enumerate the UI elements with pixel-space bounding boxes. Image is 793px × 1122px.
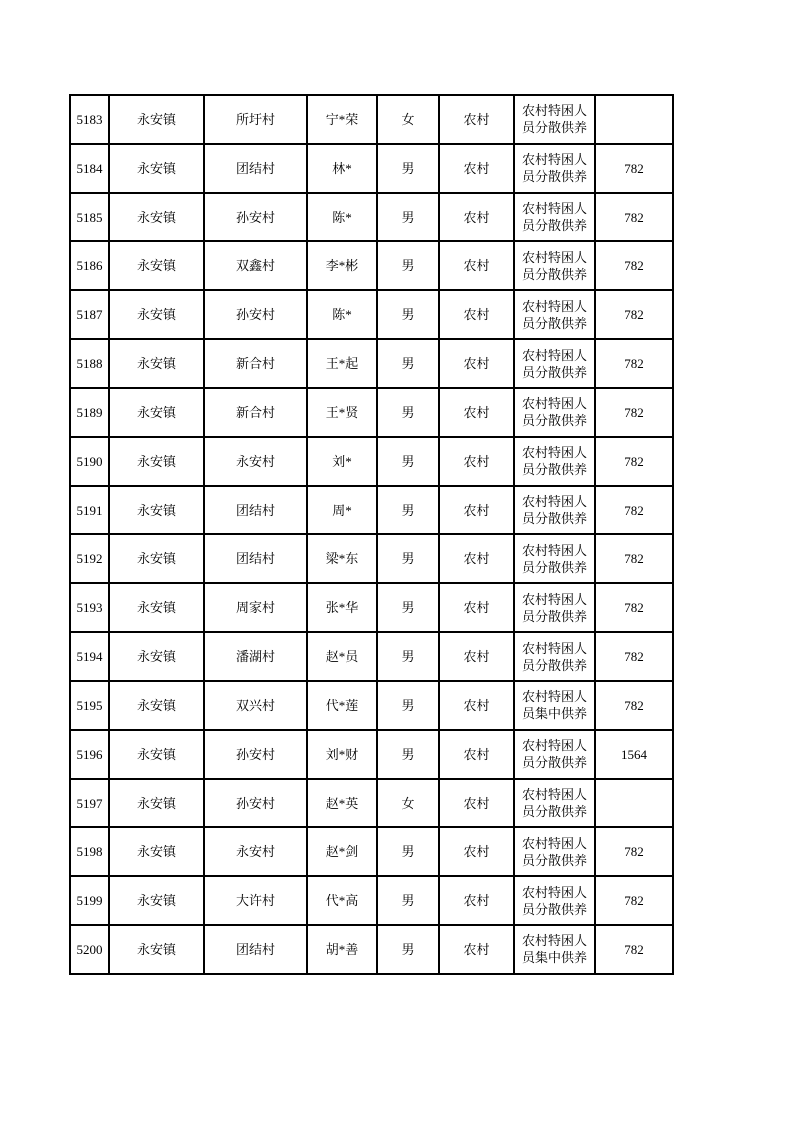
cell-area: 农村: [439, 144, 514, 193]
cell-town: 永安镇: [109, 290, 204, 339]
cell-gender: 男: [377, 388, 439, 437]
cell-record-id: 5188: [70, 339, 109, 388]
cell-area: 农村: [439, 632, 514, 681]
cell-record-id: 5194: [70, 632, 109, 681]
cell-amount: 782: [595, 144, 673, 193]
cell-gender: 男: [377, 583, 439, 632]
cell-village: 孙安村: [204, 730, 307, 779]
cell-town: 永安镇: [109, 632, 204, 681]
cell-category: [514, 925, 595, 974]
cell-category: [514, 241, 595, 290]
cell-name: 李*彬: [307, 241, 377, 290]
cell-village: 潘湖村: [204, 632, 307, 681]
cell-gender: 男: [377, 144, 439, 193]
cell-category: [514, 290, 595, 339]
records-tbody: [70, 95, 673, 974]
cell-name: 赵*剑: [307, 827, 377, 876]
cell-town: 永安镇: [109, 144, 204, 193]
table-row: [70, 241, 673, 290]
cell-town: 永安镇: [109, 583, 204, 632]
category-text: 农村特困人员分散供养: [522, 347, 588, 380]
cell-category: [514, 632, 595, 681]
table-row: [70, 681, 673, 730]
category-text: 农村特困人员分散供养: [522, 884, 588, 917]
cell-gender: 男: [377, 925, 439, 974]
cell-area: 农村: [439, 730, 514, 779]
cell-gender: 男: [377, 193, 439, 242]
table-row: [70, 290, 673, 339]
cell-area: 农村: [439, 290, 514, 339]
table-row: [70, 779, 673, 828]
cell-gender: 男: [377, 632, 439, 681]
cell-area: 农村: [439, 193, 514, 242]
table-row: [70, 632, 673, 681]
cell-amount: 782: [595, 339, 673, 388]
cell-town: 永安镇: [109, 779, 204, 828]
cell-village: 孙安村: [204, 779, 307, 828]
cell-amount: 782: [595, 583, 673, 632]
cell-area: 农村: [439, 95, 514, 144]
cell-village: 团结村: [204, 486, 307, 535]
cell-category: [514, 876, 595, 925]
cell-amount: 782: [595, 388, 673, 437]
cell-name: 宁*荣: [307, 95, 377, 144]
cell-village: 孙安村: [204, 193, 307, 242]
cell-village: 周家村: [204, 583, 307, 632]
cell-village: 所圩村: [204, 95, 307, 144]
category-text: 农村特困人员分散供养: [522, 201, 588, 234]
cell-record-id: 5198: [70, 827, 109, 876]
cell-record-id: 5191: [70, 486, 109, 535]
cell-amount: 782: [595, 437, 673, 486]
category-text: 农村特困人员分散供养: [522, 396, 588, 429]
cell-name: 赵*英: [307, 779, 377, 828]
cell-amount: 782: [595, 193, 673, 242]
cell-area: 农村: [439, 779, 514, 828]
cell-area: 农村: [439, 241, 514, 290]
category-text: 农村特困人员集中供养: [522, 689, 588, 722]
cell-name: 代*高: [307, 876, 377, 925]
cell-amount: 1564: [595, 730, 673, 779]
cell-amount: 782: [595, 632, 673, 681]
table-row: [70, 339, 673, 388]
table-row: [70, 95, 673, 144]
cell-area: 农村: [439, 437, 514, 486]
cell-category: [514, 144, 595, 193]
cell-record-id: 5189: [70, 388, 109, 437]
cell-gender: 男: [377, 339, 439, 388]
cell-gender: 男: [377, 681, 439, 730]
cell-name: 王*贤: [307, 388, 377, 437]
cell-gender: 男: [377, 827, 439, 876]
cell-record-id: 5183: [70, 95, 109, 144]
cell-amount: 782: [595, 827, 673, 876]
cell-village: 孙安村: [204, 290, 307, 339]
cell-gender: 男: [377, 534, 439, 583]
cell-amount: [595, 779, 673, 828]
table-row: [70, 534, 673, 583]
cell-amount: 782: [595, 290, 673, 339]
cell-town: 永安镇: [109, 339, 204, 388]
cell-area: 农村: [439, 827, 514, 876]
table-row: [70, 437, 673, 486]
cell-gender: 女: [377, 95, 439, 144]
cell-category: [514, 534, 595, 583]
cell-area: 农村: [439, 339, 514, 388]
cell-gender: 男: [377, 876, 439, 925]
cell-record-id: 5185: [70, 193, 109, 242]
cell-town: 永安镇: [109, 730, 204, 779]
cell-category: [514, 730, 595, 779]
cell-town: 永安镇: [109, 534, 204, 583]
cell-area: 农村: [439, 583, 514, 632]
cell-category: [514, 95, 595, 144]
cell-category: [514, 388, 595, 437]
category-text: 农村特困人员分散供养: [522, 152, 588, 185]
cell-record-id: 5187: [70, 290, 109, 339]
cell-village: 新合村: [204, 388, 307, 437]
cell-amount: [595, 95, 673, 144]
cell-name: 刘*财: [307, 730, 377, 779]
cell-name: 代*莲: [307, 681, 377, 730]
cell-town: 永安镇: [109, 95, 204, 144]
cell-name: 张*华: [307, 583, 377, 632]
cell-name: 赵*员: [307, 632, 377, 681]
cell-area: 农村: [439, 388, 514, 437]
category-text: 农村特困人员分散供养: [522, 298, 588, 331]
cell-record-id: 5190: [70, 437, 109, 486]
cell-record-id: 5186: [70, 241, 109, 290]
cell-area: 农村: [439, 534, 514, 583]
cell-village: 双鑫村: [204, 241, 307, 290]
cell-gender: 男: [377, 241, 439, 290]
cell-village: 永安村: [204, 437, 307, 486]
cell-town: 永安镇: [109, 876, 204, 925]
cell-name: 刘*: [307, 437, 377, 486]
cell-category: [514, 827, 595, 876]
table-row: [70, 486, 673, 535]
category-text: 农村特困人员分散供养: [522, 494, 588, 527]
cell-name: 周*: [307, 486, 377, 535]
cell-category: [514, 193, 595, 242]
cell-name: 林*: [307, 144, 377, 193]
cell-town: 永安镇: [109, 486, 204, 535]
cell-area: 农村: [439, 681, 514, 730]
cell-area: 农村: [439, 925, 514, 974]
table-row: [70, 388, 673, 437]
cell-gender: 男: [377, 730, 439, 779]
cell-record-id: 5199: [70, 876, 109, 925]
cell-amount: 782: [595, 534, 673, 583]
category-text: 农村特困人员分散供养: [522, 591, 588, 624]
category-text: 农村特困人员分散供养: [522, 445, 588, 478]
cell-name: 陈*: [307, 193, 377, 242]
cell-town: 永安镇: [109, 437, 204, 486]
cell-village: 双兴村: [204, 681, 307, 730]
cell-village: 永安村: [204, 827, 307, 876]
cell-gender: 女: [377, 779, 439, 828]
cell-amount: 782: [595, 925, 673, 974]
cell-amount: 782: [595, 241, 673, 290]
cell-category: [514, 339, 595, 388]
cell-village: 团结村: [204, 144, 307, 193]
cell-record-id: 5193: [70, 583, 109, 632]
cell-record-id: 5195: [70, 681, 109, 730]
cell-town: 永安镇: [109, 681, 204, 730]
category-text: 农村特困人员分散供养: [522, 835, 588, 868]
table-row: [70, 876, 673, 925]
cell-area: 农村: [439, 876, 514, 925]
cell-name: 陈*: [307, 290, 377, 339]
cell-category: [514, 486, 595, 535]
cell-category: [514, 583, 595, 632]
cell-gender: 男: [377, 290, 439, 339]
category-text: 农村特困人员集中供养: [522, 933, 588, 966]
cell-village: 团结村: [204, 925, 307, 974]
category-text: 农村特困人员分散供养: [522, 249, 588, 282]
cell-town: 永安镇: [109, 925, 204, 974]
cell-village: 新合村: [204, 339, 307, 388]
cell-amount: 782: [595, 876, 673, 925]
cell-town: 永安镇: [109, 193, 204, 242]
cell-record-id: 5192: [70, 534, 109, 583]
cell-name: 梁*东: [307, 534, 377, 583]
cell-category: [514, 437, 595, 486]
cell-town: 永安镇: [109, 241, 204, 290]
records-table: [69, 94, 674, 975]
cell-name: 王*起: [307, 339, 377, 388]
category-text: 农村特困人员分散供养: [522, 738, 588, 771]
table-row: [70, 730, 673, 779]
cell-town: 永安镇: [109, 827, 204, 876]
cell-gender: 男: [377, 486, 439, 535]
table-row: [70, 827, 673, 876]
cell-record-id: 5200: [70, 925, 109, 974]
cell-gender: 男: [377, 437, 439, 486]
cell-category: [514, 779, 595, 828]
cell-amount: 782: [595, 486, 673, 535]
cell-area: 农村: [439, 486, 514, 535]
table-row: [70, 193, 673, 242]
category-text: 农村特困人员分散供养: [522, 103, 588, 136]
cell-village: 团结村: [204, 534, 307, 583]
category-text: 农村特困人员分散供养: [522, 640, 588, 673]
table-row: [70, 144, 673, 193]
table-row: [70, 925, 673, 974]
category-text: 农村特困人员分散供养: [522, 542, 588, 575]
cell-town: 永安镇: [109, 388, 204, 437]
table-row: [70, 583, 673, 632]
cell-name: 胡*善: [307, 925, 377, 974]
category-text: 农村特困人员分散供养: [522, 787, 588, 819]
cell-amount: 782: [595, 681, 673, 730]
cell-record-id: 5197: [70, 779, 109, 828]
cell-category: [514, 681, 595, 730]
cell-record-id: 5196: [70, 730, 109, 779]
cell-record-id: 5184: [70, 144, 109, 193]
cell-village: 大许村: [204, 876, 307, 925]
